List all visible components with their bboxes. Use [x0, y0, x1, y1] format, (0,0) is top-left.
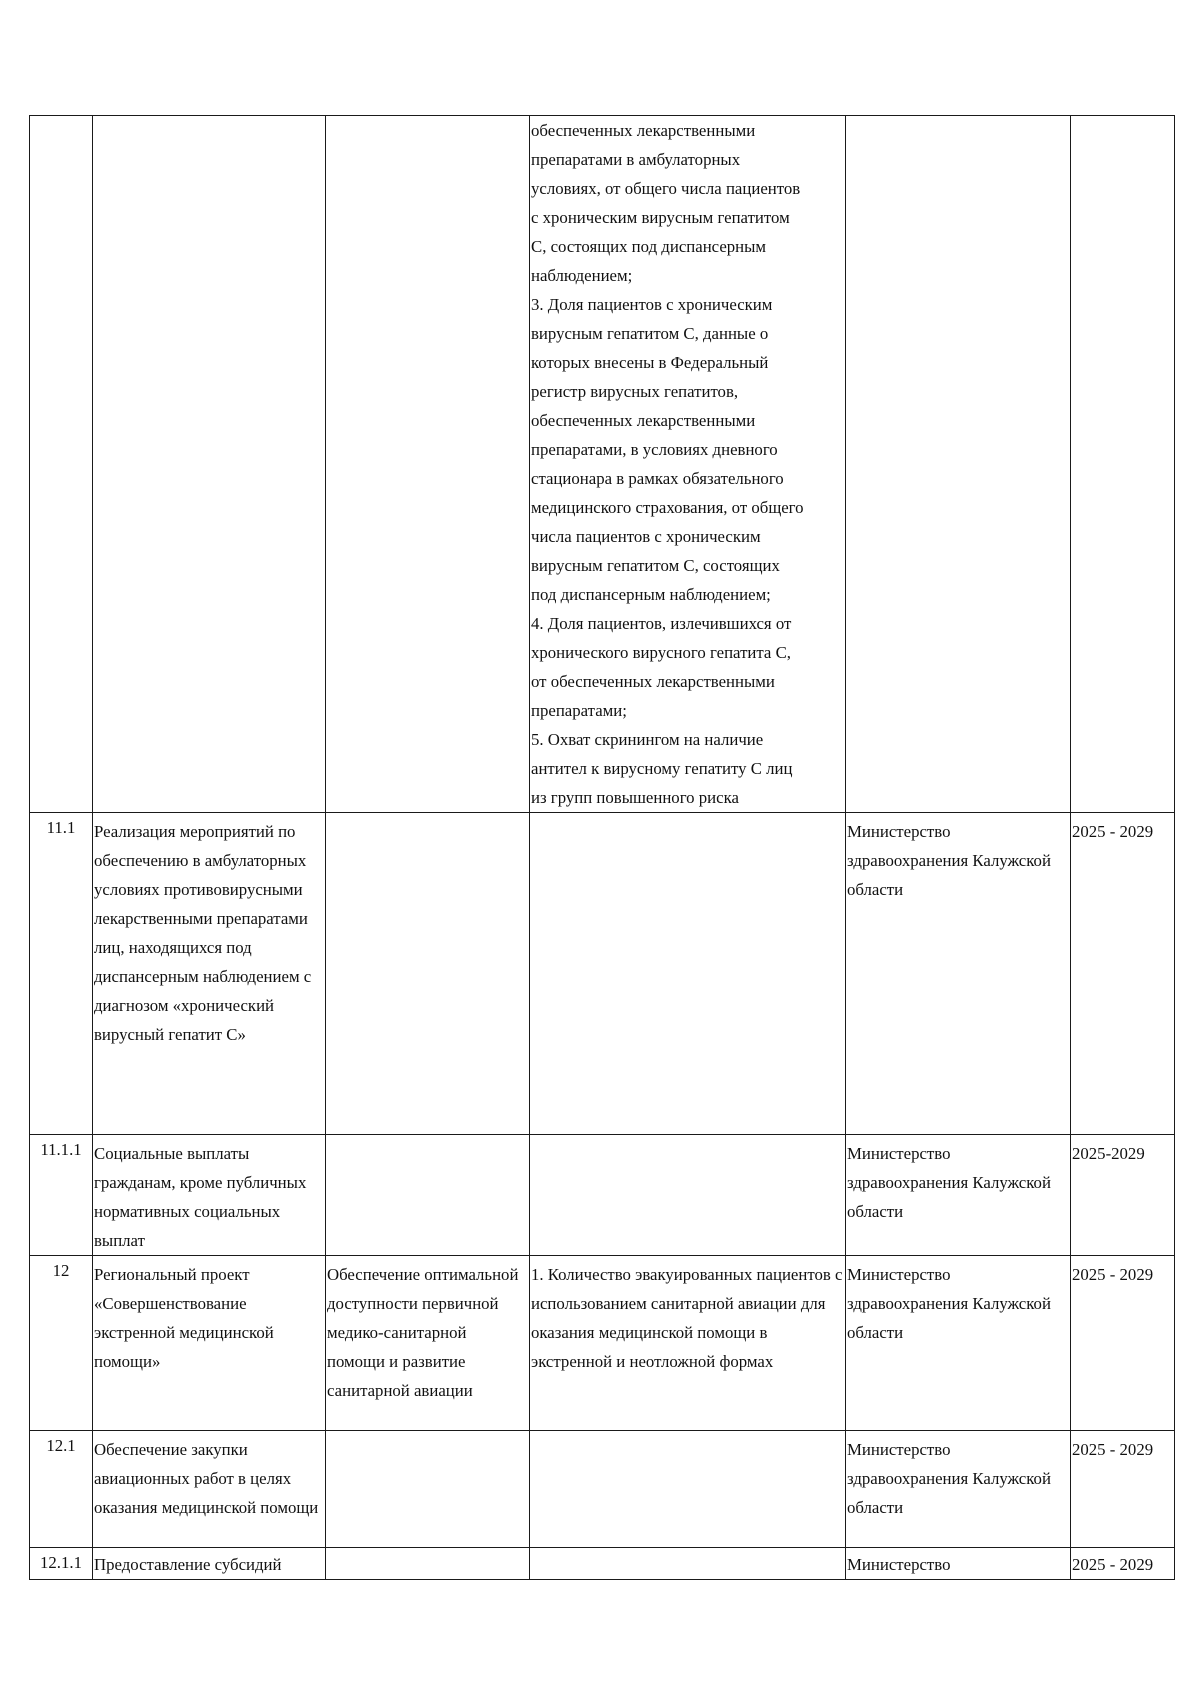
cell-period: 2025 - 2029 [1071, 1256, 1175, 1431]
indicator-line: хронического вирусного гепатита С, [531, 643, 791, 662]
indicator-lines [531, 116, 844, 812]
indicator-line: обеспеченных лекарственными [531, 411, 756, 430]
table-row [30, 1431, 1175, 1548]
cell-name [93, 116, 326, 813]
indicator-line: с хроническим вирусным гепатитом [531, 208, 790, 227]
indicator-line: вирусным гепатитом С, данные о [531, 324, 769, 343]
table-row [30, 813, 1175, 1135]
cell-name: Региональный проект «Совершенствование экстренной медицинской помощи» [93, 1256, 326, 1431]
indicator-line: стационара в рамках обязательного [531, 469, 784, 488]
cell-num: 12 [30, 1256, 93, 1431]
table-row-continuation [30, 116, 1175, 813]
cell-goal: Обеспечение оптимальной доступности первичной медико-санитарной помощи и развитие санитарной авиации [326, 1256, 530, 1431]
cell-name: Социальные выплаты гражданам, кроме публичных нормативных социальных выплат [93, 1135, 326, 1256]
indicator-line: которых внесены в Федеральный [531, 353, 769, 372]
cell-responsible: Министерство здравоохранения Калужской области [846, 813, 1071, 1135]
cell-num: 12.1 [30, 1431, 93, 1548]
indicator-line: 5. Охват скринингом на наличие [531, 730, 764, 749]
cell-goal [326, 1431, 530, 1548]
indicator-line: числа пациентов с хроническим [531, 527, 761, 546]
cell-name: Предоставление субсидий [93, 1548, 326, 1580]
cell-name: Обеспечение закупки авиационных работ в целях оказания медицинской помощи [93, 1431, 326, 1548]
cell-indicator [530, 1135, 846, 1256]
table-row [30, 1135, 1175, 1256]
indicator-line: 3. Доля пациентов с хроническим [531, 295, 773, 314]
cell-num: 11.1.1 [30, 1135, 93, 1256]
cell-num: 11.1 [30, 813, 93, 1135]
cell-name: Реализация мероприятий по обеспечению в амбулаторных условиях противовирусными лекарственными препаратами лиц, находящихся под диспансерным наблюдением с диагнозом «хронический вирусный гепатит С» [93, 813, 326, 1135]
cell-goal [326, 1548, 530, 1580]
cell-num: 12.1.1 [30, 1548, 93, 1580]
table-row [30, 1548, 1175, 1580]
cell-goal [326, 813, 530, 1135]
table-row [30, 1256, 1175, 1431]
cell-indicator [530, 116, 846, 813]
indicator-line: под диспансерным наблюдением; [531, 585, 771, 604]
indicator-line: вирусным гепатитом С, состоящих [531, 556, 780, 575]
indicator-line: медицинского страхования, от общего [531, 498, 804, 517]
cell-indicator [530, 1548, 846, 1580]
indicator-line: антител к вирусному гепатиту С лиц [531, 759, 793, 778]
cell-period: 2025 - 2029 [1071, 1548, 1175, 1580]
cell-goal [326, 116, 530, 813]
indicator-line: препаратами, в условиях дневного [531, 440, 778, 459]
cell-responsible [846, 116, 1071, 813]
indicator-line: наблюдением; [531, 266, 633, 285]
indicator-line: препаратами; [531, 701, 627, 720]
cell-responsible: Министерство здравоохранения Калужской области [846, 1256, 1071, 1431]
indicator-line: препаратами в амбулаторных [531, 150, 741, 169]
cell-num [30, 116, 93, 813]
indicator-line: регистр вирусных гепатитов, [531, 382, 739, 401]
cell-indicator: 1. Количество эвакуированных пациентов с использованием санитарной авиации для оказания медицинской помощи в экстренной и неотложной формах [530, 1256, 846, 1431]
cell-indicator [530, 813, 846, 1135]
cell-period [1071, 116, 1175, 813]
indicator-line: обеспеченных лекарственными [531, 121, 756, 140]
indicator-line: от обеспеченных лекарственными [531, 672, 775, 691]
program-table [29, 115, 1175, 1580]
cell-indicator [530, 1431, 846, 1548]
cell-period: 2025 - 2029 [1071, 813, 1175, 1135]
indicator-line: условиях, от общего числа пациентов [531, 179, 801, 198]
cell-responsible: Министерство здравоохранения Калужской области [846, 1135, 1071, 1256]
cell-period: 2025 - 2029 [1071, 1431, 1175, 1548]
indicator-line: из групп повышенного риска [531, 788, 739, 807]
cell-goal [326, 1135, 530, 1256]
indicator-line: 4. Доля пациентов, излечившихся от [531, 614, 792, 633]
cell-responsible: Министерство [846, 1548, 1071, 1580]
indicator-line: С, состоящих под диспансерным [531, 237, 767, 256]
cell-period: 2025-2029 [1071, 1135, 1175, 1256]
cell-responsible: Министерство здравоохранения Калужской области [846, 1431, 1071, 1548]
